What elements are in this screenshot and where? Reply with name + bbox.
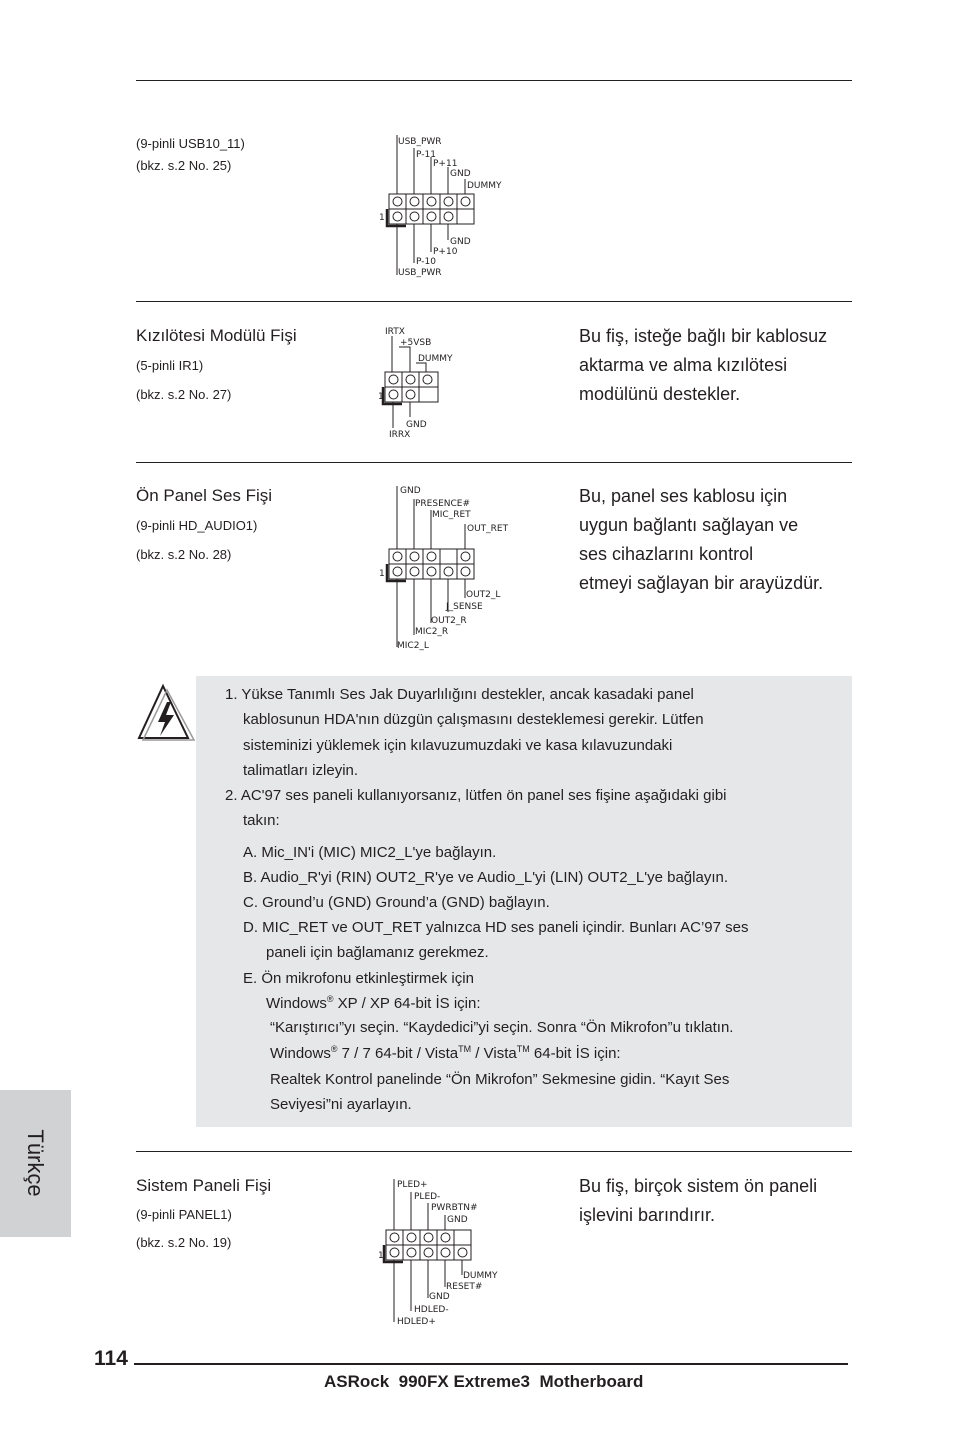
audio-label-mic2-r: MIC2_R xyxy=(415,627,449,637)
warning-icon xyxy=(136,682,198,742)
usb-label-gnd-top: GND xyxy=(450,169,471,179)
ir-title: Kızılötesi Modülü Fişi xyxy=(136,326,297,345)
audio-label-j-sense: J_SENSE xyxy=(446,602,483,612)
audio-pin-one: 1 xyxy=(379,569,385,579)
rule-3 xyxy=(136,1151,852,1152)
usb-pins-label: (9-pinli USB10_11) xyxy=(136,136,245,151)
panel-label-reset: RESET# xyxy=(446,1282,483,1292)
panel-label-hdled-plus: HDLED+ xyxy=(397,1317,436,1327)
usb-label-usb-pwr-bottom: USB_PWR xyxy=(398,268,442,278)
note-text: Windows xyxy=(266,995,327,1012)
note-line: Seviyesi”ni ayarlayın. xyxy=(270,1096,412,1113)
audio-label-gnd: GND xyxy=(400,486,421,496)
top-rule xyxy=(136,80,852,81)
note-line xyxy=(270,1044,621,1062)
usb-pin-one: 1 xyxy=(379,213,385,223)
audio-pins-label: (9-pinli HD_AUDIO1) xyxy=(136,518,258,533)
panel-label-hdled-minus: HDLED- xyxy=(414,1305,449,1315)
panel-desc-line: Bu fiş, birçok sistem ön paneli xyxy=(579,1176,818,1196)
audio-label-out-ret: OUT_RET xyxy=(467,524,509,534)
usb-ref-label: (bkz. s.2 No. 25) xyxy=(136,158,232,173)
note-line: C. Ground’u (GND) Ground’a (GND) bağlayın. xyxy=(243,894,550,911)
note-box xyxy=(196,676,852,1127)
note-text: 7 / 7 64-bit / Vista xyxy=(337,1045,459,1062)
note-line: sisteminizi yüklemek için kılavuzumuzdaki ve kasa kılavuzundaki xyxy=(243,737,673,754)
ir-pin-one: 1 xyxy=(378,392,384,402)
panel-label-dummy: DUMMY xyxy=(463,1271,498,1281)
language-tab-label: Türkçe xyxy=(23,1129,48,1197)
footer-model: ASRock 990FX Extreme3 Motherboard xyxy=(324,1372,644,1391)
note-line: D. MIC_RET ve OUT_RET yalnızca HD ses paneli içindir. Bunları AC’97 ses xyxy=(243,919,749,936)
panel-pins-label: (9-pinli PANEL1) xyxy=(136,1207,232,1222)
trademark-mark: TM xyxy=(458,1044,472,1054)
audio-header-diagram xyxy=(370,482,530,652)
note-line: E. Ön mikrofonu etkinleştirmek için xyxy=(243,970,474,987)
audio-desc-line: uygun bağlantı sağlayan ve xyxy=(579,515,799,535)
trademark-mark: TM xyxy=(516,1044,530,1054)
usb-label-p-11: P-11 xyxy=(416,150,436,160)
audio-label-mic-ret: MIC_RET xyxy=(432,510,471,520)
note-line: Realtek Kontrol panelinde “Ön Mikrofon” Sekmesine gidin. “Kayıt Ses xyxy=(270,1071,730,1088)
ir-header-diagram xyxy=(370,320,490,444)
panel-title: Sistem Paneli Fişi xyxy=(136,1176,272,1195)
panel-description xyxy=(579,1172,817,1230)
usb-label-dummy: DUMMY xyxy=(467,181,502,191)
note-line: “Karıştırıcı”yı seçin. “Kaydedici”yi seçin. Sonra “Ön Mikrofon”u tıklatın. xyxy=(270,1019,734,1036)
usb-label-p-10: P-10 xyxy=(416,257,436,267)
ir-ref-label: (bkz. s.2 No. 27) xyxy=(136,387,232,402)
usb-label-p+11: P+11 xyxy=(433,159,458,169)
ir-desc-line: modülünü destekler. xyxy=(579,384,741,404)
panel-label-pled-minus: PLED- xyxy=(414,1192,441,1202)
footer-rule xyxy=(134,1363,848,1365)
note-text: 64-bit İS için: xyxy=(529,1045,621,1062)
ir-desc-line: Bu fiş, isteğe bağlı bir kablosuz xyxy=(579,326,828,346)
ir-label-gnd: GND xyxy=(406,420,427,430)
audio-label-out2-r: OUT2_R xyxy=(431,616,467,626)
note-line xyxy=(266,994,481,1012)
note-text: Windows xyxy=(270,1045,331,1062)
language-tab xyxy=(0,1090,71,1237)
note-text: / Vista xyxy=(471,1045,517,1062)
usb-label-p+10: P+10 xyxy=(433,247,458,257)
ir-label-5vsb: +5VSB xyxy=(400,338,432,348)
audio-desc-line: etmeyi sağlayan bir arayüzdür. xyxy=(579,573,824,593)
panel-desc-line: işlevini barındırır. xyxy=(579,1205,716,1225)
note-line: paneli için bağlamanız gerekmez. xyxy=(266,944,489,961)
usb-label-gnd-bottom: GND xyxy=(450,237,471,247)
ir-label-irtx: IRTX xyxy=(385,327,405,337)
rule-1 xyxy=(136,301,852,302)
audio-ref-label: (bkz. s.2 No. 28) xyxy=(136,547,232,562)
ir-desc-line: aktarma ve alma kızılötesi xyxy=(579,355,788,375)
note-line: 2. AC'97 ses paneli kullanıyorsanız, lütfen ön panel ses fişine aşağıdaki gibi xyxy=(225,787,727,804)
note-line: 1. Yükse Tanımlı Ses Jak Duyarlılığını destekler, ancak kasadaki panel xyxy=(225,686,694,703)
audio-desc-line: Bu, panel ses kablosu için xyxy=(579,486,788,506)
note-line: B. Audio_R'yi (RIN) OUT2_R'ye ve Audio_L'yi (LIN) OUT2_L'ye bağlayın. xyxy=(243,869,728,886)
note-line: talimatları izleyin. xyxy=(243,762,359,779)
audio-desc-line: ses cihazlarını kontrol xyxy=(579,544,754,564)
audio-label-presence: PRESENCE# xyxy=(415,499,471,509)
registered-mark: ® xyxy=(326,994,334,1004)
ir-description xyxy=(579,322,827,409)
note-line: kablosunun HDA'nın düzgün çalışmasını desteklemesi gerekir. Lütfen xyxy=(243,711,704,728)
panel-label-pwrbtn: PWRBTN# xyxy=(431,1203,478,1213)
panel-header-diagram xyxy=(370,1172,520,1328)
page-number: 114 xyxy=(94,1347,128,1370)
usb-header-diagram xyxy=(370,130,520,280)
ir-label-irrx: IRRX xyxy=(389,430,411,440)
panel-ref-label: (bkz. s.2 No. 19) xyxy=(136,1235,232,1250)
panel-label-pled-plus: PLED+ xyxy=(397,1180,428,1190)
usb-label-usb-pwr-top: USB_PWR xyxy=(398,137,442,147)
audio-label-mic2-l: MIC2_L xyxy=(397,641,429,651)
panel-pin-one: 1 xyxy=(378,1251,384,1261)
panel-label-gnd-top: GND xyxy=(447,1215,468,1225)
note-line: A. Mic_IN'i (MIC) MIC2_L'ye bağlayın. xyxy=(243,844,497,861)
audio-label-out2-l: OUT2_L xyxy=(466,590,501,600)
audio-description xyxy=(579,482,823,598)
note-text: XP / XP 64-bit İS için: xyxy=(333,995,481,1012)
rule-2 xyxy=(136,462,852,463)
audio-title: Ön Panel Ses Fişi xyxy=(136,486,273,505)
note-line: takın: xyxy=(243,812,280,829)
ir-pins-label: (5-pinli IR1) xyxy=(136,358,204,373)
panel-label-gnd-bottom: GND xyxy=(429,1292,450,1302)
ir-label-dummy: DUMMY xyxy=(418,354,453,364)
registered-mark: ® xyxy=(330,1044,338,1054)
